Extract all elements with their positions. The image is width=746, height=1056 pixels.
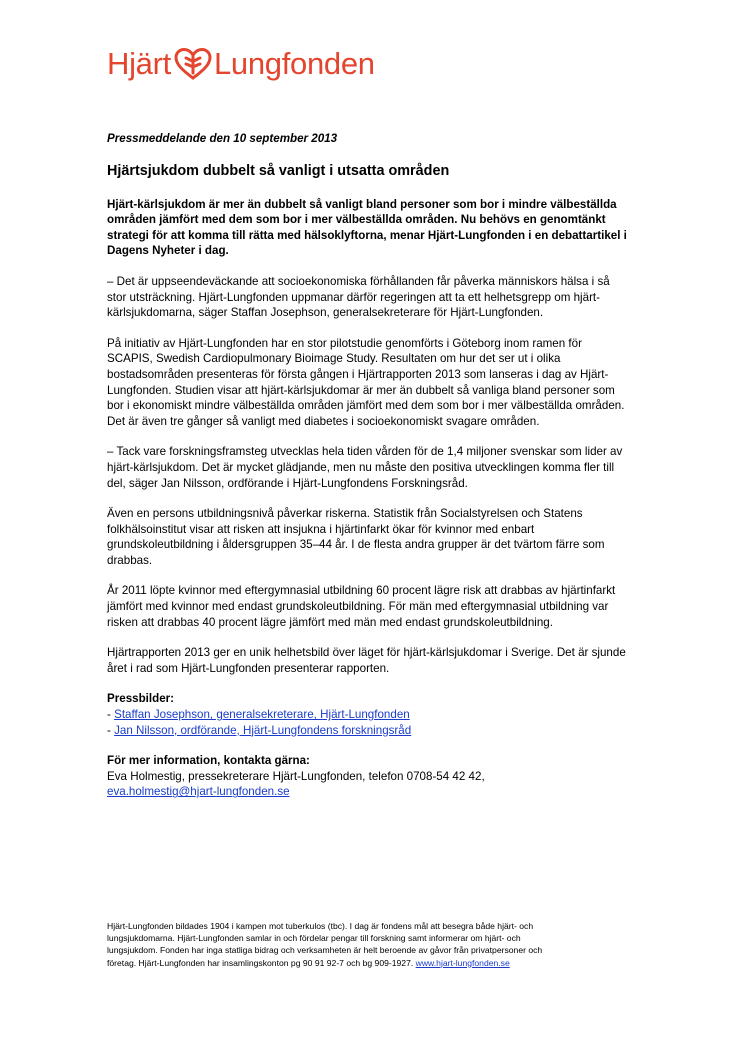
contact-section [107, 753, 627, 800]
body-paragraph: År 2011 löpte kvinnor med eftergymnasial utbildning 60 procent lägre risk att drabbas av hjärtinfarkt jämfört med kvinnor med endast grundskoleutbildning. För män med eftergymnasial utbildning var risken att drabbas 40 procent lägre jämfört med män med endast grundskoleutbildning. [107, 584, 616, 629]
body-paragraph: Även en persons utbildningsnivå påverkar riskerna. Statistik från Socialstyrelsen och Statens folkhälsoinstitut visar att risken att insjukna i hjärtinfarkt ökar för kvinnor med enbart grundskoleutbildning i åldersgruppen 35–44 år. I de flesta andra grupper är det tvärtom färre som drabbas. [107, 507, 605, 567]
press-images-heading: Pressbilder: [107, 692, 175, 706]
heart-lungs-logo-icon [173, 47, 213, 81]
logo-text-left: Hjärt [107, 46, 171, 81]
contact-line: Eva Holmestig, pressekreterare Hjärt-Lungfonden, telefon 0708-54 42 42, [107, 769, 485, 783]
press-image-link-jan[interactable]: Jan Nilsson, ordförande, Hjärt-Lungfondens forskningsråd [114, 723, 412, 737]
body-paragraph: Hjärtrapporten 2013 ger en unik helhetsbild över läget för hjärt-kärlsjukdomar i Sverige. Det är sjunde året i rad som Hjärt-Lungfonden presenterar rapporten. [107, 646, 626, 675]
dateline: Pressmeddelande den 10 september 2013 [107, 132, 338, 145]
logo-text-right: Lungfonden [213, 46, 375, 81]
press-images-section [107, 691, 627, 738]
list-dash: - [107, 723, 115, 737]
contact-heading: För mer information, kontakta gärna: [107, 754, 310, 768]
footer-about [107, 920, 567, 969]
body-paragraph: – Det är uppseendeväckande att socioekonomiska förhållanden får påverka människors hälsa i så stor utsträckning. Hjärt-Lungfonden uppmanar därför regeringen att ta ett helhetsgrepp om hjärt-kärlsjukdomarna, säger Staffan Josephson, generalsekreterare för Hjärt-Lungfonden. [107, 274, 610, 320]
press-image-link-staffan[interactable]: Staffan Josephson, generalsekreterare, Hjärt-Lungfonden [114, 708, 410, 722]
footer-text: Hjärt-Lungfonden bildades 1904 i kampen mot tuberkulos (tbc). I dag är fondens mål att besegra både hjärt- och lungsjukdomarna. Hjärt-Lungfonden samlar in och fördelar pengar till forskning samt informerar om hjärt- och lungsjukdom. Fonden har inga statliga bidrag och verksamheten är helt beroende av gåvor från privatpersoner och företag. Hjärt-Lungfonden har insamlingskonton pg 90 91 92-7 och bg 909-1927. [107, 921, 543, 968]
body-paragraph: På initiativ av Hjärt-Lungfonden har en stor pilotstudie genomförts i Göteborg inom ramen för SCAPIS, Swedish Cardiopulmonary Bioimage Study. Resultaten om hur det ser ut i olika bostadsområden presenteras för första gången i Hjärtrapporten 2013 som lanseras i dag av Hjärt-Lungfonden. Studien visar att hjärt-kärlsjukdomar är mer än dubbelt så vanliga bland personer som bor i ekonomiskt mindre välbeställda områden jämfört med dem som bor i mer välbeställda områden. Det är även tre gånger så vanligt med diabetes i socioekonomiskt svagare områden. [107, 336, 625, 428]
press-image-item [107, 707, 627, 723]
brand-logo [107, 44, 375, 84]
lead-paragraph: Hjärt-kärlsjukdom är mer än dubbelt så vanligt bland personer som bor i mindre välbeställda områden jämfört med dem som bor i mer välbeställda områden. Nu behövs en genomtänkt strategi för att komma till rätta med hälsoklyftorna, menar Hjärt-Lungfonden i en debattartikel i Dagens Nyheter i dag. [107, 197, 627, 258]
list-dash: - [107, 708, 115, 722]
footer-website-link[interactable]: www.hjart-lungfonden.se [415, 957, 510, 968]
headline: Hjärtsjukdom dubbelt så vanligt i utsatta områden [107, 162, 450, 179]
contact-email-link[interactable]: eva.holmestig@hjart-lungfonden.se [107, 785, 290, 799]
body-paragraph: – Tack vare forskningsframsteg utvecklas hela tiden vården för de 1,4 miljoner svenskar som lider av hjärt-kärlsjukdom. Det är mycket glädjande, men nu måste den positiva utvecklingen komma fler till del, säger Jan Nilsson, ordförande i Hjärt-Lungfondens Forskningsråd. [107, 445, 623, 490]
press-release-body [107, 131, 627, 800]
press-image-item [107, 723, 627, 739]
